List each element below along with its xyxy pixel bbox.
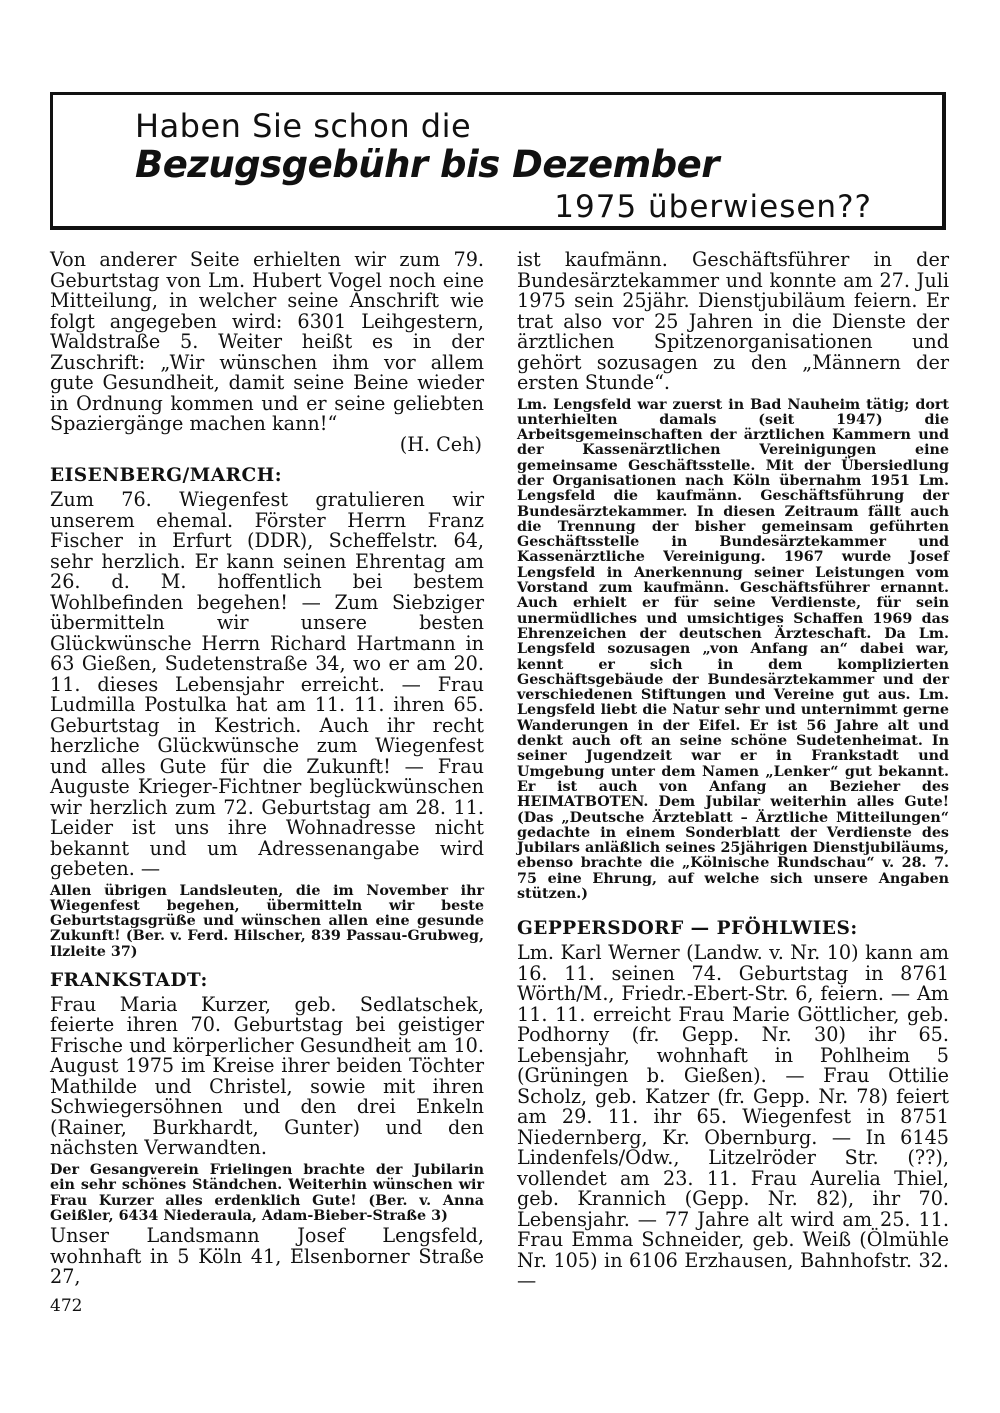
paragraph: Frau Maria Kurzer, geb. Sedlatschek, feierte ihren 70. Geburtstag bei geistiger Frische und körperlicher Gesundheit am 10. August 1975 im Kreise ihrer beiden Töchter Mathilde und Christel, sowie mit ihren Schwiegersöhnen und den drei Enkeln (Rainer, Burkhardt, Gunter) und den nächsten Verwandten. <box>50 992 484 1160</box>
page-number: 472 <box>50 1296 83 1316</box>
banner-line-3: 1975 überwiesen?? <box>554 189 872 225</box>
small-paragraph: Allen übrigen Landsleuten, die im November ihr Wiegenfest begehen, übermitteln wir beste Geburtstagsgrüße und wünschen allen eine gesunde Zukunft! (Ber. v. Ferd. Hilscher, 839 Passau-Grubweg, Ilzleite 37) <box>50 882 484 960</box>
small-paragraph: Der Gesangverein Frielingen brachte der Jubilarin ein sehr schönes Ständchen. Weiterhin wünschen wir Frau Kurzer alles erdenklich Gute! (Ber. v. Anna Geißler, 6434 Niederaula, Adam-Bieber-Straße 3) <box>50 1161 484 1224</box>
small-paragraph: Lm. Lengsfeld war zuerst in Bad Nauheim tätig; dort unterhielten damals (seit 1947) die Arbeitsgemeinschaften der ärztlichen Kammern und der Kassenärztlichen Vereinigungen eine gemeinsame Geschäftsstelle. Mit der Übersiedlung der Organisationen nach Köln übernahm 1951 Lm. Lengsfeld die kaufmänn. Geschäftsführung der Bundesärztekammer. In diesen Zeitraum fällt auch die Trennung der bisher gemeinsam geführten Geschäftsstelle in Bundesärztekammer und Kassenärztliche Vereinigung. 1967 wurde Josef Lengsfeld in Anerkennung seiner Leistungen vom Vorstand zum kaufmänn. Geschäftsführer ernannt. Auch erhielt er für seine Verdienste, für sein unermüdliches und umsichtiges Schaffen 1969 das Ehrenzeichen der deutschen Ärzteschaft. Da Lm. Lengsfeld sozusagen „von Anfang an“ dabei war, kennt er sich in dem komplizierten Geschäftsgebäude der Bundesärztekammer und der verschiedenen Stiftungen und Vereine gut aus. Lm. Lengsfeld liebt die Natur sehr und unternimmt gerne Wanderungen in der Eifel. Er ist 56 Jahre alt und denkt auch oft an seine schöne Sudetenheimat. In seiner Jugendzeit war er in Frankstadt und Umgebung unter dem Namen „Lenker“ gut bekannt. Er ist auch von Anfang an Bezieher des HEIMATBOTEN. Dem Jubilar weiterhin alles Gute! (Das „Deutsche Ärzteblatt – Ärztliche Mitteilungen“ gedachte in einem Sonderblatt der Verdienste des Jubilars anläßlich seines 25jährigen Dienstjubiläums, ebenso brachte die „Kölnische Rundschau“ v. 28. 7. 75 eine Ehrung, auf welche sich unsere Angaben stützen.) <box>517 396 949 902</box>
paragraph: ist kaufmänn. Geschäftsführer in der Bundesärztekammer und konnte am 27. Juli 1975 sein 25jähr. Dienstjubiläum feiern. Er trat also vor 25 Jahren in die Dienste der ärztlichen Spitzenorganisationen und gehört sozusagen zu den „Männern der ersten Stunde“. <box>517 248 949 394</box>
paragraph: Von anderer Seite erhielten wir zum 79. Geburtstag von Lm. Hubert Vogel noch eine Mitteilung, in welcher seine Anschrift wie folgt angegeben wird: 6301 Leihgestern, Waldstraße 5. Weiter heißt es in der Zuschrift: „Wir wünschen ihm vor allem gute Gesundheit, damit seine Beine wieder in Ordnung kommen und er seine geliebten Spaziergänge machen kann!“ <box>50 248 484 435</box>
paragraph: Unser Landsmann Josef Lengsfeld, wohnhaft in 5 Köln 41, Elsenborner Straße 27, <box>50 1224 484 1289</box>
right-column <box>517 250 949 1292</box>
signature: (H. Ceh) <box>399 432 482 456</box>
subscription-banner <box>50 92 946 230</box>
section-heading: EISENBERG/MARCH: <box>50 465 283 486</box>
section-heading: GEPPERSDORF — PFÖHLWIES: <box>517 918 858 940</box>
section-heading: FRANKSTADT: <box>50 969 208 991</box>
banner-line-1: Haben Sie schon die <box>135 107 472 145</box>
banner-line-2: Bezugsgebühr bis Dezember <box>135 143 719 186</box>
paragraph: Zum 76. Wiegenfest gratulieren wir unserem ehemal. Förster Herrn Franz Fischer in Erfurt (DDR), Scheffelstr. 64, sehr herzlich. Er kann seinen Ehrentag am 26. d. M. hoffentlich bei bestem Wohlbefinden begehen! — Zum Siebziger übermitteln wir unsere besten Glückwünsche Herrn Richard Hartmann in 63 Gießen, Sudetenstraße 34, wo er am 20. 11. dieses Lebensjahr erreicht. — Frau Ludmilla Postulka hat am 11. 11. ihren 65. Geburtstag in Kestrich. Auch ihr recht herzliche Glückwünsche zum Wiegenfest und alles Gute für die Zukunft! — Frau Auguste Krieger-Fichtner beglückwünschen wir herzlich zum 72. Geburtstag am 28. 11. Leider ist uns ihre Wohnadresse nicht bekannt und um Adressenangabe wird gebeten. — <box>50 488 484 880</box>
paragraph: Lm. Karl Werner (Landw. v. Nr. 10) kann am 16. 11. seinen 74. Geburtstag in 8761 Wörth/M., Friedr.-Ebert-Str. 6, feiern. — Am 11. 11. erreicht Frau Marie Göttlicher, geb. Podhorny (fr. Gepp. Nr. 30) ihr 65. Lebensjahr, wohnhaft in Pohlheim 5 (Grüningen b. Gießen). — Frau Ottilie Scholz, geb. Katzer (fr. Gepp. Nr. 78) feiert am 29. 11. ihr 65. Wiegenfest in 8751 Niedernberg, Kr. Obernburg. — In 6145 Lindenfels/Odw., Litzelröder Str. (??), vollendet am 23. 11. Frau Aurelia Thiel, geb. Krannich (Gepp. Nr. 82), ihr 70. Lebensjahr. — 77 Jahre alt wird am 25. 11. Frau Emma Schneider, geb. Weiß (Ölmühle Nr. 105) in 6106 Erzhausen, Bahnhofstr. 32. — <box>517 941 949 1293</box>
left-column <box>50 250 484 1288</box>
